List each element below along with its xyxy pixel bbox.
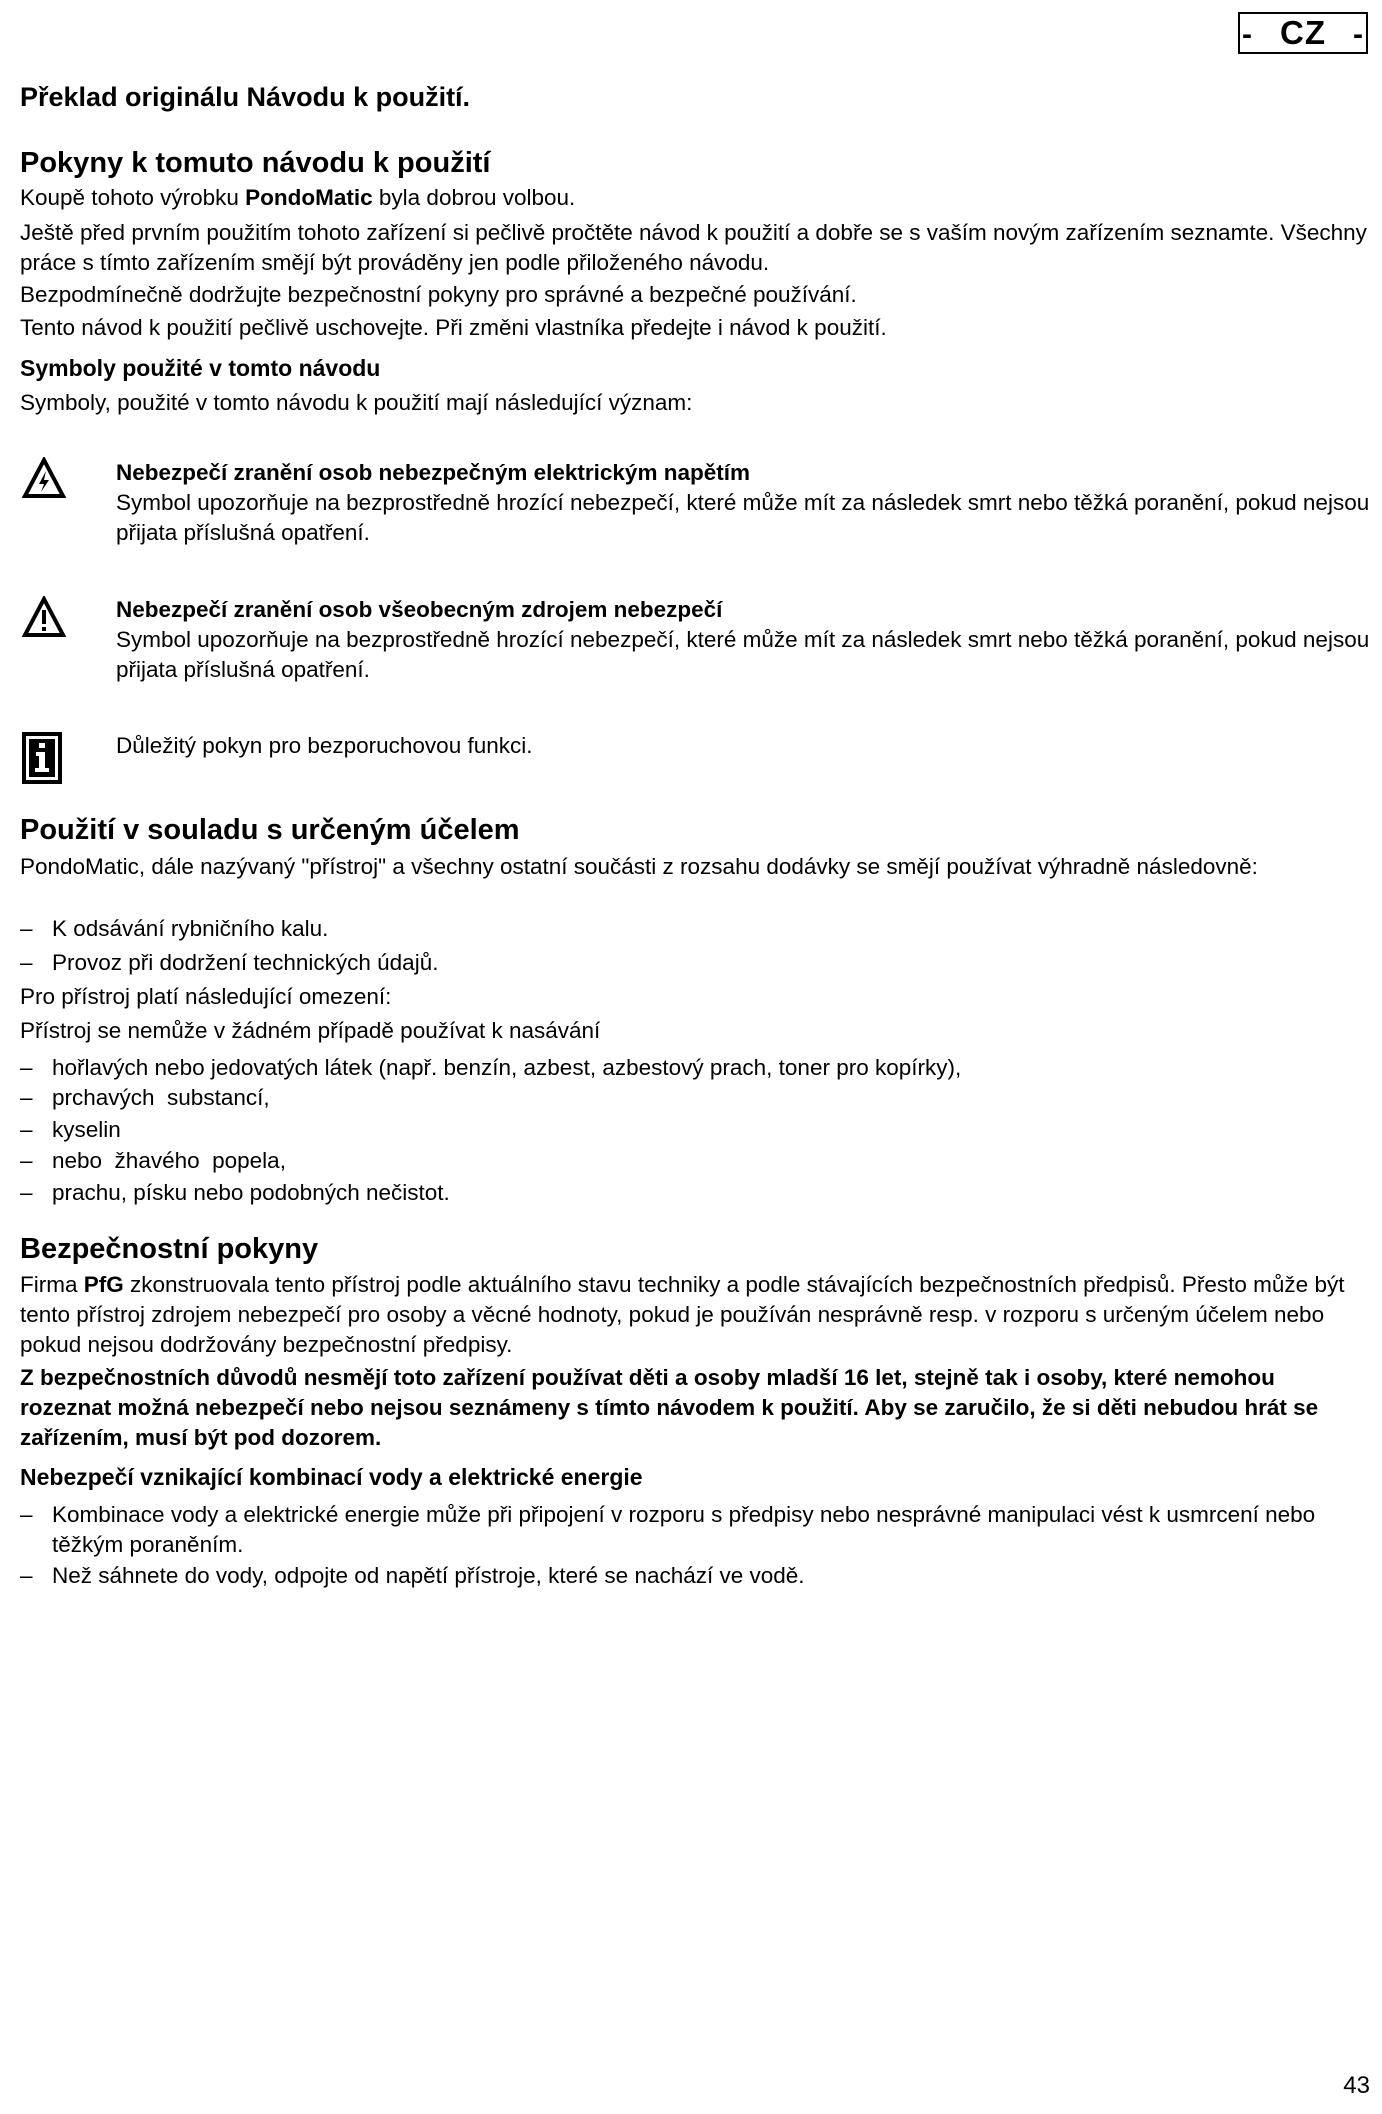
document-title: Překlad originálu Návodu k použití. xyxy=(20,82,471,112)
water-electricity-subheading: Nebezpečí vznikající kombinací vody a elektrické energie xyxy=(20,1464,643,1490)
language-code: CZ xyxy=(1280,14,1326,51)
safety-paragraph xyxy=(20,1270,1370,1360)
info-icon xyxy=(22,732,62,789)
intro-line1-post: byla dobrou volbou. xyxy=(372,185,576,210)
language-badge xyxy=(1238,12,1368,54)
intro-paragraph-3: Bezpodmínečně dodržujte bezpečnostní pokyny pro správné a bezpečné používání. xyxy=(20,282,857,307)
page-number: 43 xyxy=(1343,2072,1370,2099)
brand-name: PondoMatic xyxy=(245,185,373,210)
electric-warning-icon xyxy=(22,457,66,506)
company-name: PfG xyxy=(83,1272,124,1297)
general-warning-icon xyxy=(22,596,66,645)
badge-left-dash: - xyxy=(1242,18,1253,51)
symbol-electric-description xyxy=(116,458,1381,548)
safety-paragraph-pre: Firma xyxy=(20,1272,84,1297)
intro-line1-pre: Koupě tohoto výrobku xyxy=(20,185,246,210)
symbols-intro: Symboly, použité v tomto návodu k použití mají následující význam: xyxy=(20,390,693,415)
safety-bullet-text: Než sáhnete do vody, odpojte od napětí přístroje, které se nachází ve vodě. xyxy=(52,1563,805,1588)
symbol-general-description xyxy=(116,595,1381,685)
symbol-general-title: Nebezpečí zranění osob všeobecným zdrojem nebezpečí xyxy=(116,597,723,622)
use-item-text: Provoz při dodržení technických údajů. xyxy=(52,950,439,975)
restriction-item-text: prachu, písku nebo podobných nečistot. xyxy=(52,1180,450,1205)
symbol-electric-text: Symbol upozorňuje na bezprostředně hrozící nebezpečí, které může mít za následek smrt nebo těžká poranění, pokud nejsou přijata příslušná opatření. xyxy=(116,490,1370,545)
restriction-intro: Pro přístroj platí následující omezení: xyxy=(20,984,392,1009)
restriction-item-text: kyselin xyxy=(52,1117,121,1142)
safety-paragraph-post: zkonstruovala tento přístroj podle aktuálního stavu techniky a podle stávajících bezpečnostních předpisů. Přesto může být tento přístroj zdrojem nebezpečí pro osoby a věcné hodnoty, pokud je používán nesprávně resp. v rozporu s určeným účelem nebo pokud nejsou dodržovány bezpečnostní předpisy. xyxy=(20,1272,1345,1357)
safety-warning-children: Z bezpečnostních důvodů nesmějí toto zařízení používat děti a osoby mladší 16 let, stejně tak i osoby, které nemohou rozeznat možná nebezpečí nebo nejsou seznámeny s tímto návodem k použití. Aby se zaručilo, že si děti nebudou hrát se zařízením, musí být pod dozorem. xyxy=(20,1365,1319,1450)
badge-right-dash: - xyxy=(1353,18,1364,51)
restriction-line: Přístroj se nemůže v žádném případě používat k nasávání xyxy=(20,1018,601,1043)
intro-line1 xyxy=(20,183,1370,213)
intended-use-heading: Použití v souladu s určeným účelem xyxy=(20,814,520,846)
restriction-item-text: hořlavých nebo jedovatých látek (např. benzín, azbest, azbestový prach, toner pro kopírky), xyxy=(52,1055,962,1080)
intro-paragraph-2: Ještě před prvním použitím tohoto zařízení si pečlivě pročtěte návod k použití a dobře se s vaším novým zařízením seznamte. Všechny práce s tímto zařízením smějí být prováděny jen podle přiloženého návodu. xyxy=(20,220,1367,275)
symbol-electric-title: Nebezpečí zranění osob nebezpečným elektrickým napětím xyxy=(116,460,750,485)
restriction-item-text: prchavých substancí, xyxy=(52,1085,270,1110)
intro-heading: Pokyny k tomuto návodu k použití xyxy=(20,147,491,179)
symbol-info-text: Důležitý pokyn pro bezporuchovou funkci. xyxy=(116,733,533,758)
safety-bullet-text: Kombinace vody a elektrické energie může při připojení v rozporu s předpisy nebo nesprávné manipulaci vést k usmrcení nebo těžkým poraněním. xyxy=(52,1502,1316,1557)
symbol-info-description xyxy=(116,731,1381,761)
intended-use-intro: PondoMatic, dále nazývaný "přístroj" a všechny ostatní součásti z rozsahu dodávky se smějí používat výhradně následovně: xyxy=(20,854,1258,879)
symbol-general-text: Symbol upozorňuje na bezprostředně hrozící nebezpečí, které může mít za následek smrt nebo těžká poranění, pokud nejsou přijata příslušná opatření. xyxy=(116,627,1370,682)
safety-heading: Bezpečnostní pokyny xyxy=(20,1233,319,1265)
restriction-item-text: nebo žhavého popela, xyxy=(52,1148,286,1173)
symbols-heading: Symboly použité v tomto návodu xyxy=(20,355,381,381)
intro-paragraph-4: Tento návod k použití pečlivě uschovejte. Při změni vlastníka předejte i návod k použití. xyxy=(20,315,887,340)
use-item-text: K odsávání rybničního kalu. xyxy=(52,916,329,941)
